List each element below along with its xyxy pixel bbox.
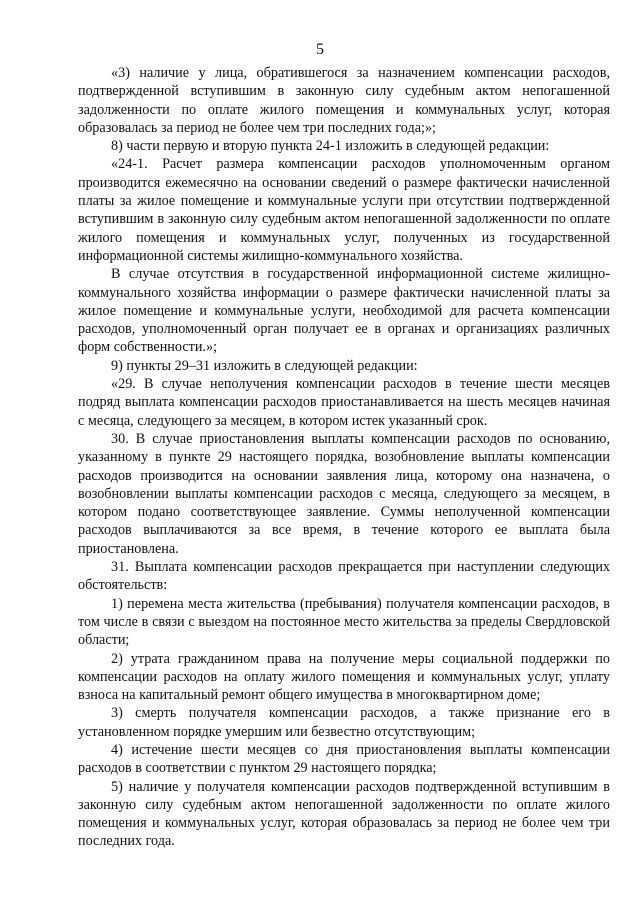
paragraph: В случае отсутствия в государственной информационной системе жилищно-коммунального хозяйства информации о размере фактически начисленной платы за жилое помещение и коммунальные услуги, необходимой для расчета компенсации расходов, уполномоченный орган получает ее в органах и организациях различных форм собственности.»; xyxy=(78,266,610,356)
paragraph: 5) наличие у получателя компенсации расходов подтвержденной вступившим в законную силу судебным актом непогашенной задолженности по оплате жилого помещения и коммунальных услуг, которая образовалась за период не более чем три последних года. xyxy=(78,778,610,850)
paragraph: 9) пункты 29–31 изложить в следующей редакции: xyxy=(111,357,418,374)
paragraph: 30. В случае приостановления выплаты компенсации расходов по основанию, указанному в пункте 29 настоящего порядка, возобновление выплаты компенсации расходов производится на основании заявления лица, которому она назначена, о возобновлении выплаты компенсации расходов с месяца, следующего за месяцем, в котором подано соответствующее заявление. Суммы неполученной компенсации расходов выплачиваются за все время, в течение которого ее выплата была приостановлена. xyxy=(78,430,610,557)
paragraph: «29. В случае неполучения компенсации расходов в течение шести месяцев подряд выплата компенсации расходов приостанавливается на шесть месяцев начиная с месяца, следующего за месяцем, в котором истек указанный срок. xyxy=(78,376,610,429)
paragraph: 31. Выплата компенсации расходов прекращается при наступлении следующих обстоятельств: xyxy=(78,559,610,594)
paragraph: 8) части первую и вторую пункта 24-1 изложить в следующей редакции: xyxy=(111,138,550,155)
paragraph: 4) истечение шести месяцев со дня приостановления выплаты компенсации расходов в соответствии с пунктом 29 настоящего порядка; xyxy=(78,741,610,777)
paragraph: «24-1. Расчет размера компенсации расходов уполномоченным органом производится ежемесячно на основании сведений о размере фактически начисленной платы за жилое помещение и коммунальные услуги при отсутствии подтвержденной вступившим в законную силу судебным актом непогашенной задолженности по оплате жилого помещения и коммунальных услуг, полученных из государственной информационной системы жилищно-коммунального хозяйства. xyxy=(78,156,610,264)
paragraph: 3) смерть получателя компенсации расходов, а также признание его в установленном порядке умершим или безвестно отсутствующим; xyxy=(78,705,610,740)
paragraph: 1) перемена места жительства (пребывания) получателя компенсации расходов, в том числе в связи с выездом на постоянное место жительства за пределы Свердловской области; xyxy=(78,595,610,649)
document-body xyxy=(78,64,610,851)
paragraph: 2) утрата гражданином права на получение меры социальной поддержки по компенсации расходов на оплату жилого помещения и коммунальных услуг, уплату взноса на капитальный ремонт общего имущества в многоквартирном доме; xyxy=(78,650,610,704)
paragraph: «3) наличие у лица, обратившегося за назначением компенсации расходов, подтвержденной вступившим в законную силу судебным актом непогашенной задолженности по оплате жилого помещения и коммунальных услуг, которая образовалась за период не более чем три последних года;»; xyxy=(78,65,610,136)
page-number: 5 xyxy=(316,41,324,58)
